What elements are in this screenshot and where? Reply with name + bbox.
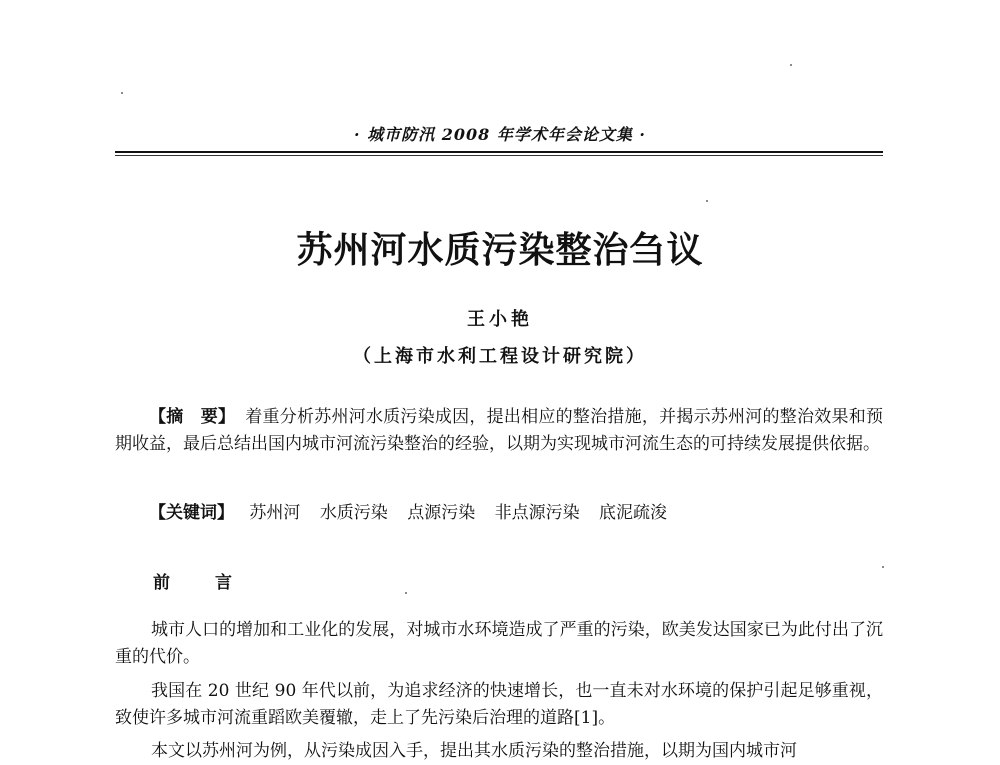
keyword: 苏州河 xyxy=(249,503,301,523)
keyword: 底泥疏浚 xyxy=(599,503,668,523)
keyword: 点源污染 xyxy=(407,503,476,523)
running-head: · 城市防汛 2008 年学术年会论文集 · xyxy=(354,125,646,144)
keywords xyxy=(149,500,681,527)
scan-speck xyxy=(405,592,407,594)
scan-speck xyxy=(882,566,884,568)
section-heading: 前 言 xyxy=(153,573,246,593)
keywords-label: 【关键词】 xyxy=(149,503,234,523)
header-rule xyxy=(115,151,883,153)
scan-speck xyxy=(790,64,792,66)
abstract-label: 【摘 要】 xyxy=(149,407,236,427)
keyword: 水质污染 xyxy=(319,503,388,523)
body-paragraph: 城市人口的增加和工业化的发展，对城市水环境造成了严重的污染，欧美发达国家已为此付出了沉重的代价。 xyxy=(115,620,883,667)
body-paragraph: 本文以苏州河为例，从污染成因入手，提出其水质污染的整治措施，以期为国内城市河 xyxy=(151,741,797,761)
keyword: 非点源污染 xyxy=(494,503,580,523)
scan-speck xyxy=(706,200,708,202)
article-title: 苏州河水质污染整治刍议 xyxy=(296,229,704,271)
author-name: 王小艳 xyxy=(467,309,533,330)
scan-speck xyxy=(121,92,123,94)
header-rule-thin xyxy=(115,155,883,156)
abstract-text: 着重分析苏州河水质污染成因，提出相应的整治措施，并揭示苏州河的整治效果和预期收益，最后总结出国内城市河流污染整治的经验，以期为实现城市河流生态的可持续发展提供依据。 xyxy=(115,407,884,454)
abstract xyxy=(115,404,883,458)
author-affiliation: （上海市水利工程设计研究院） xyxy=(353,346,647,367)
body-paragraph: 我国在 20 世纪 90 年代以前，为追求经济的快速增长，也一直未对水环境的保护引起足够重视，致使许多城市河流重蹈欧美覆辙，走上了先污染后治理的道路[1]。 xyxy=(115,681,883,728)
